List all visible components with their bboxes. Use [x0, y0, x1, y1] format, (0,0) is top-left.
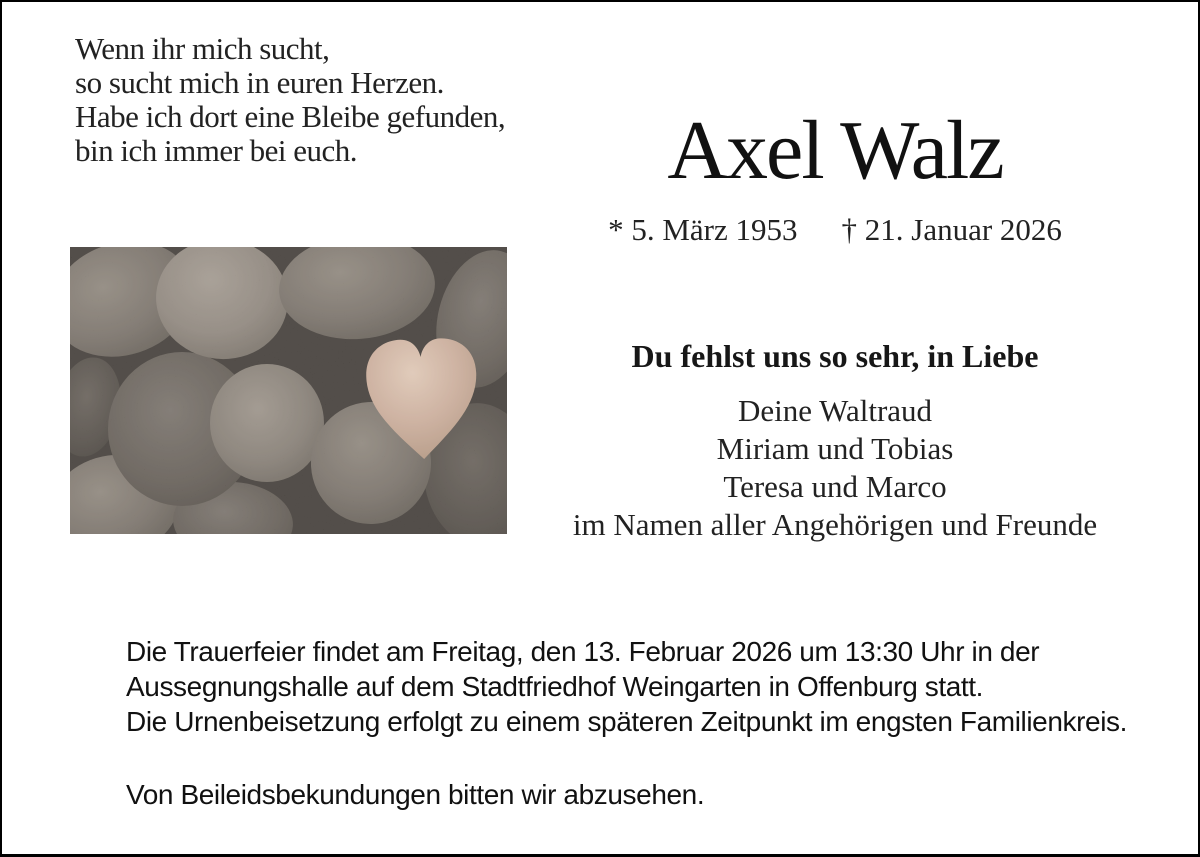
funeral-line: Die Urnenbeisetzung erfolgt zu einem späteren Zeitpunkt im engsten Familienkreis.	[126, 706, 1128, 737]
poem-line: Wenn ihr mich sucht,	[75, 31, 330, 66]
funeral-details	[126, 634, 1127, 739]
poem-line: bin ich immer bei euch.	[75, 133, 358, 168]
heart-stones-photo	[70, 247, 507, 534]
deceased-name: Axel Walz	[667, 104, 1003, 197]
condolence-note: Von Beileidsbekundungen bitten wir abzusehen.	[126, 779, 705, 810]
life-dates	[507, 212, 1163, 248]
heart-stones-illustration	[70, 247, 507, 534]
grain-overlay	[70, 247, 507, 534]
poem-line: Habe ich dort eine Bleibe gefunden,	[75, 99, 506, 134]
farewell-message: Du fehlst uns so sehr, in Liebe	[631, 338, 1039, 374]
death-date: † 21. Januar 2026	[841, 212, 1062, 247]
announcement-column	[507, 2, 1163, 562]
poem-line: so sucht mich in euren Herzen.	[75, 65, 444, 100]
funeral-line: Die Trauerfeier findet am Freitag, den 13. Februar 2026 um 13:30 Uhr in der	[126, 636, 1040, 667]
mourners-list	[507, 392, 1163, 544]
mourner-line: Deine Waltraud	[737, 393, 933, 428]
mourner-line: Teresa und Marco	[723, 469, 947, 504]
mourner-line: im Namen aller Angehörigen und Freunde	[572, 507, 1098, 542]
birth-date: * 5. März 1953	[608, 212, 798, 247]
mourner-line: Miriam und Tobias	[716, 431, 954, 466]
memorial-poem	[75, 32, 505, 168]
funeral-line: Aussegnungshalle auf dem Stadtfriedhof Weingarten in Offenburg statt.	[126, 671, 984, 702]
